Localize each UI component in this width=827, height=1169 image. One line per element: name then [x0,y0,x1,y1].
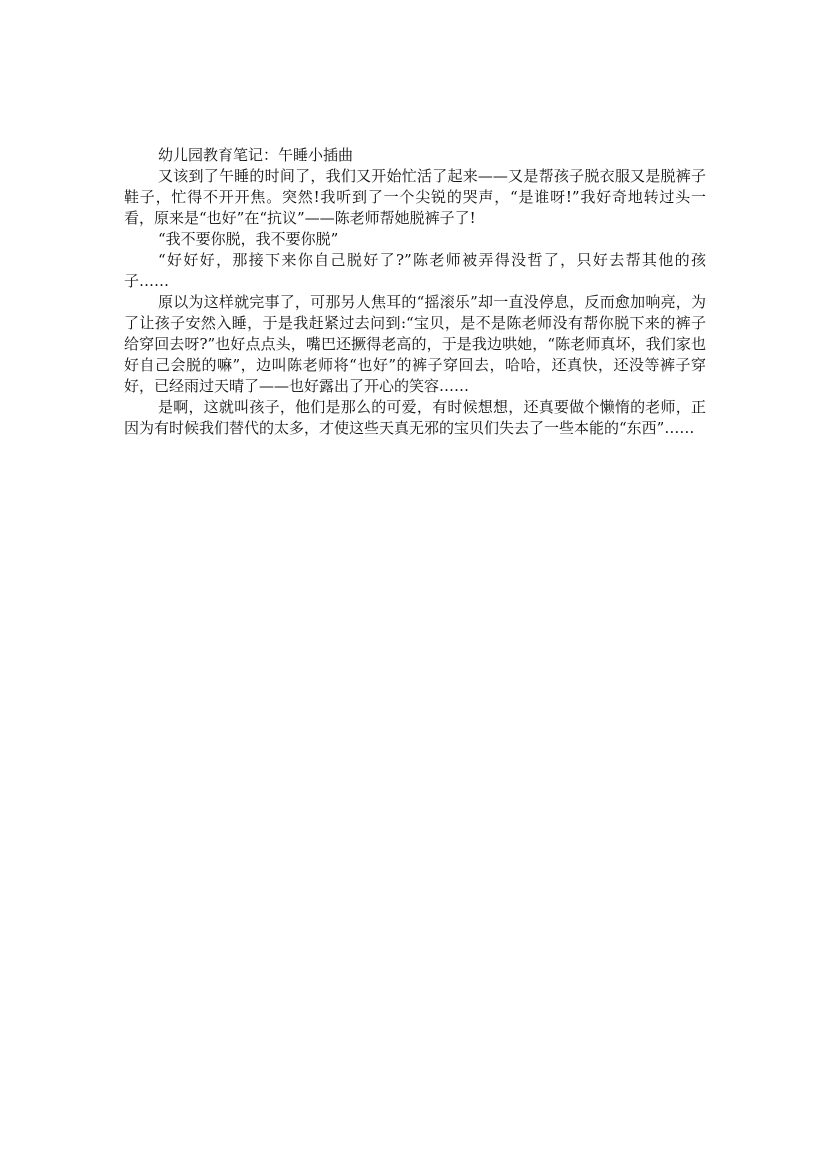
paragraph-nap-time: 又该到了午睡的时间了，我们又开始忙活了起来——又是帮孩子脱衣服又是脱裤子鞋子，忙得不开开焦。突然!我听到了一个尖锐的哭声，“是谁呀!”我好奇地转过头一看，原来是“也好”在“抗议”——陈老师帮她脱裤子了! [124,167,706,227]
document-title: 幼儿园教育笔记：午睡小插曲 [158,146,354,164]
paragraph-reflection: 是啊，这就叫孩子，他们是那么的可爱，有时候想想，还真要做个懒惰的老师，正因为有时候我们替代的太多，才使这些天真无邪的宝贝们失去了一些本能的“东西”…… [124,398,706,437]
paragraph-child-protest: “我不要你脱，我不要你脱” [158,230,339,248]
paragraph-comforting: 原以为这样就完事了，可那另人焦耳的“摇滚乐”却一直没停息，反而愈加响亮，为了让孩子安然入睡，于是我赶紧过去问到:“宝贝，是不是陈老师没有帮你脱下来的裤子给穿回去呀?”也好点点头，嘴巴还撅得老高的，于是我边哄她，“陈老师真坏，我们家也好自己会脱的嘛”，边叫陈老师将“也好”的裤子穿回去，哈哈，还真快，还没等裤子穿好，已经雨过天晴了——也好露出了开心的笑容…… [124,293,706,395]
document-page [124,145,706,439]
paragraph-teacher-reply: “好好好，那接下来你自己脱好了?”陈老师被弄得没哲了，只好去帮其他的孩子…… [124,251,706,290]
